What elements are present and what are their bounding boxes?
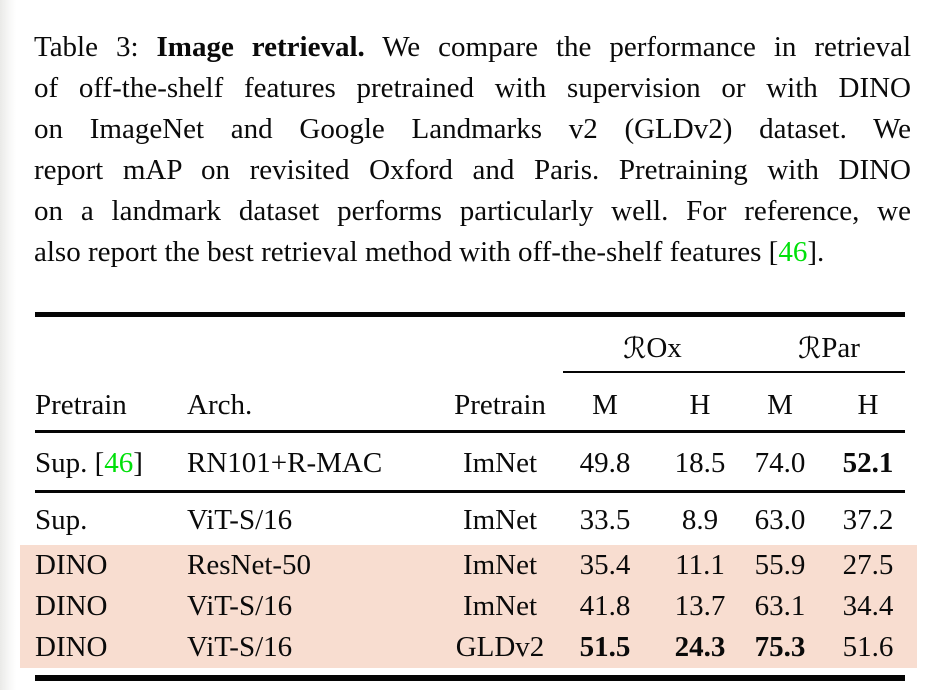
caption-line-5: on a landmark dataset performs particularly well. For reference, we (34, 195, 911, 227)
cell-rpar-m: 63.1 (754, 590, 806, 622)
cell-arch: ViT-S/16 (187, 631, 293, 663)
cell-rox-m: 51.5 (579, 631, 631, 663)
cell-arch: ViT-S/16 (187, 590, 293, 622)
citation-link[interactable]: 46 (778, 236, 808, 268)
cell-pretrain2: GLDv2 (455, 631, 545, 663)
caption-text: ]. (807, 236, 825, 268)
cell-pretrain (35, 439, 185, 487)
cell-pretrain2: ImNet (462, 503, 538, 536)
cell-rox-h: 24.3 (674, 631, 726, 663)
caption-text: also report the best retrieval method with off-the-shelf features [ (34, 236, 779, 268)
cell-rpar-h: 52.1 (842, 446, 894, 479)
reference-separator-rule (35, 490, 905, 493)
caption-line-2: of off-the-shelf features pretrained with supervision or with DINO (34, 72, 911, 104)
group-header-row (0, 326, 938, 370)
cell-rox-m: 41.8 (579, 590, 631, 622)
cell-rpar-m: 74.0 (754, 446, 806, 479)
citation-link[interactable]: 46 (104, 446, 134, 479)
group-header-rox (558, 326, 747, 370)
group-header-rule (563, 371, 905, 373)
cell-rpar-h: 51.6 (842, 631, 894, 663)
cell-arch: ResNet-50 (187, 549, 312, 581)
table-row (0, 497, 938, 543)
script-r-glyph: ℛ (798, 331, 822, 365)
col-header-rpar-m: M (767, 388, 793, 421)
cell-rpar-h: 27.5 (842, 549, 894, 581)
group-header-rox-label: Ox (646, 331, 682, 364)
caption-line-3: on ImageNet and Google Landmarks v2 (GLDv2) dataset. We (34, 113, 911, 145)
cell-rox-h: 11.1 (675, 549, 725, 581)
cell-rpar-m: 63.0 (754, 503, 806, 536)
col-header-pretrain: Pretrain (35, 388, 127, 421)
cell-pretrain: DINO (35, 590, 108, 622)
table-row (0, 545, 938, 586)
table-row (0, 627, 938, 668)
cell-pretrain: DINO (35, 631, 108, 663)
table-row (0, 586, 938, 627)
cell-arch: RN101+R-MAC (187, 446, 383, 479)
cell-pretrain2: ImNet (462, 549, 538, 581)
cell-pretrain: Sup. (35, 503, 88, 536)
header-bottom-rule (35, 430, 905, 433)
group-header-rpar (738, 326, 920, 370)
caption-text: We compare the performance in retrieval (364, 31, 911, 63)
col-header-rpar-h: H (857, 388, 879, 421)
cell-pretrain2: ImNet (462, 446, 538, 479)
cell-rpar-h: 37.2 (842, 503, 894, 536)
col-header-rox-m: M (592, 388, 618, 421)
cell-rox-m: 33.5 (579, 503, 631, 536)
cell-rox-m: 49.8 (579, 446, 631, 479)
col-header-pretrain2: Pretrain (454, 388, 546, 421)
cell-rpar-m: 75.3 (754, 631, 806, 663)
caption-title: Image retrieval. (156, 31, 365, 63)
cell-arch: ViT-S/16 (187, 503, 293, 536)
script-r-glyph: ℛ (623, 331, 647, 365)
cell-rox-h: 18.5 (674, 446, 726, 479)
col-header-arch: Arch. (187, 388, 253, 421)
table-row-reference (0, 439, 938, 487)
caption-line-4: report mAP on revisited Oxford and Paris. Pretraining with DINO (34, 154, 911, 186)
table-bottom-rule (35, 675, 905, 681)
cell-rpar-h: 34.4 (842, 590, 894, 622)
cell-rox-h: 8.9 (681, 503, 719, 536)
cell-pretrain2: ImNet (462, 590, 538, 622)
cell-pretrain: DINO (35, 549, 108, 581)
table-top-rule (35, 312, 905, 317)
caption-table-label: Table 3: (34, 31, 157, 63)
cell-rox-m: 35.4 (579, 549, 631, 581)
cell-text: ] (133, 446, 143, 479)
group-header-rpar-label: Par (821, 331, 860, 364)
col-header-rox-h: H (689, 388, 711, 421)
cell-rpar-m: 55.9 (754, 549, 806, 581)
column-header-row (0, 383, 938, 427)
cell-rox-h: 13.7 (674, 590, 726, 622)
cell-text: Sup. [ (35, 446, 105, 479)
